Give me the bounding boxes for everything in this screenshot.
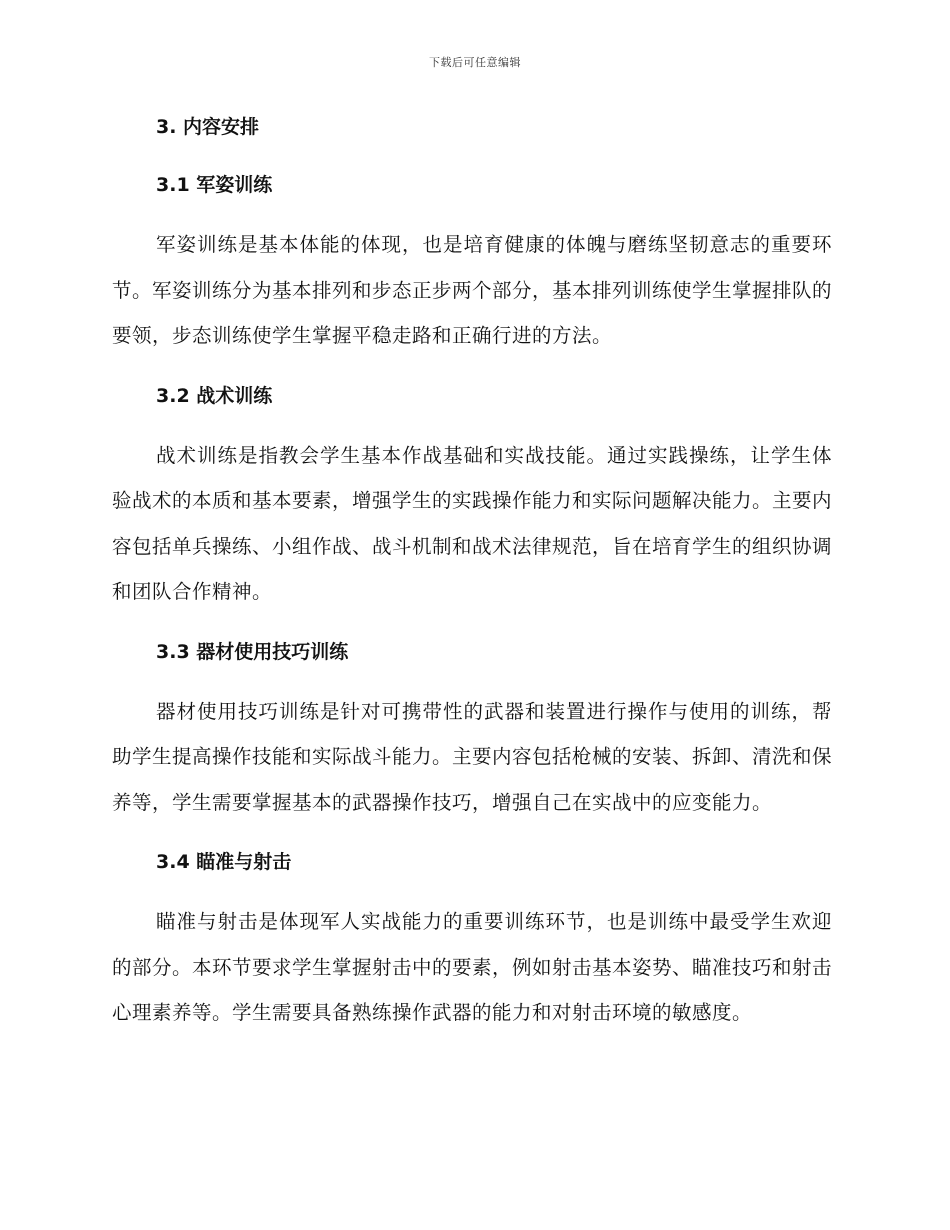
header-note: 下载后可任意编辑 — [429, 56, 521, 69]
subsection-title-3-1: 3.1 军姿训练 — [156, 174, 273, 196]
section-title: 3. 内容安排 — [156, 116, 260, 138]
document-content — [112, 110, 832, 1036]
subsection-title-3-4: 3.4 瞄准与射击 — [156, 851, 292, 873]
subsection-body-3-1: 军姿训练是基本体能的体现，也是培育健康的体魄与磨练坚韧意志的重要环节。军姿训练分为基本排列和步态正步两个部分，基本排列训练使学生掌握排队的要领，步态训练使学生掌握平稳走路和正确行进的方法。 — [112, 233, 833, 347]
subsection-body-3-4: 瞄准与射击是体现军人实战能力的重要训练环节，也是训练中最受学生欢迎的部分。本环节要求学生掌握射击中的要素，例如射击基本姿势、瞄准技巧和射击心理素养等。学生需要具备熟练操作武器的能力和对射击环境的敏感度。 — [112, 910, 833, 1024]
subsection-body-3-3: 器材使用技巧训练是针对可携带性的武器和装置进行操作与使用的训练，帮助学生提高操作技能和实际战斗能力。主要内容包括枪械的安装、拆卸、清洗和保养等，学生需要掌握基本的武器操作技巧，增强自己在实战中的应变能力。 — [112, 699, 833, 814]
subsection-title-3-3: 3.3 器材使用技巧训练 — [156, 640, 349, 663]
subsection-body-3-2: 战术训练是指教会学生基本作战基础和实战技能。通过实践操练，让学生体验战术的本质和基本要素，增强学生的实践操作能力和实际问题解决能力。主要内容包括单兵操练、小组作战、战斗机制和战术法律规范，旨在培育学生的组织协调和团队合作精神。 — [112, 443, 833, 603]
subsection-title-3-2: 3.2 战术训练 — [156, 384, 273, 407]
